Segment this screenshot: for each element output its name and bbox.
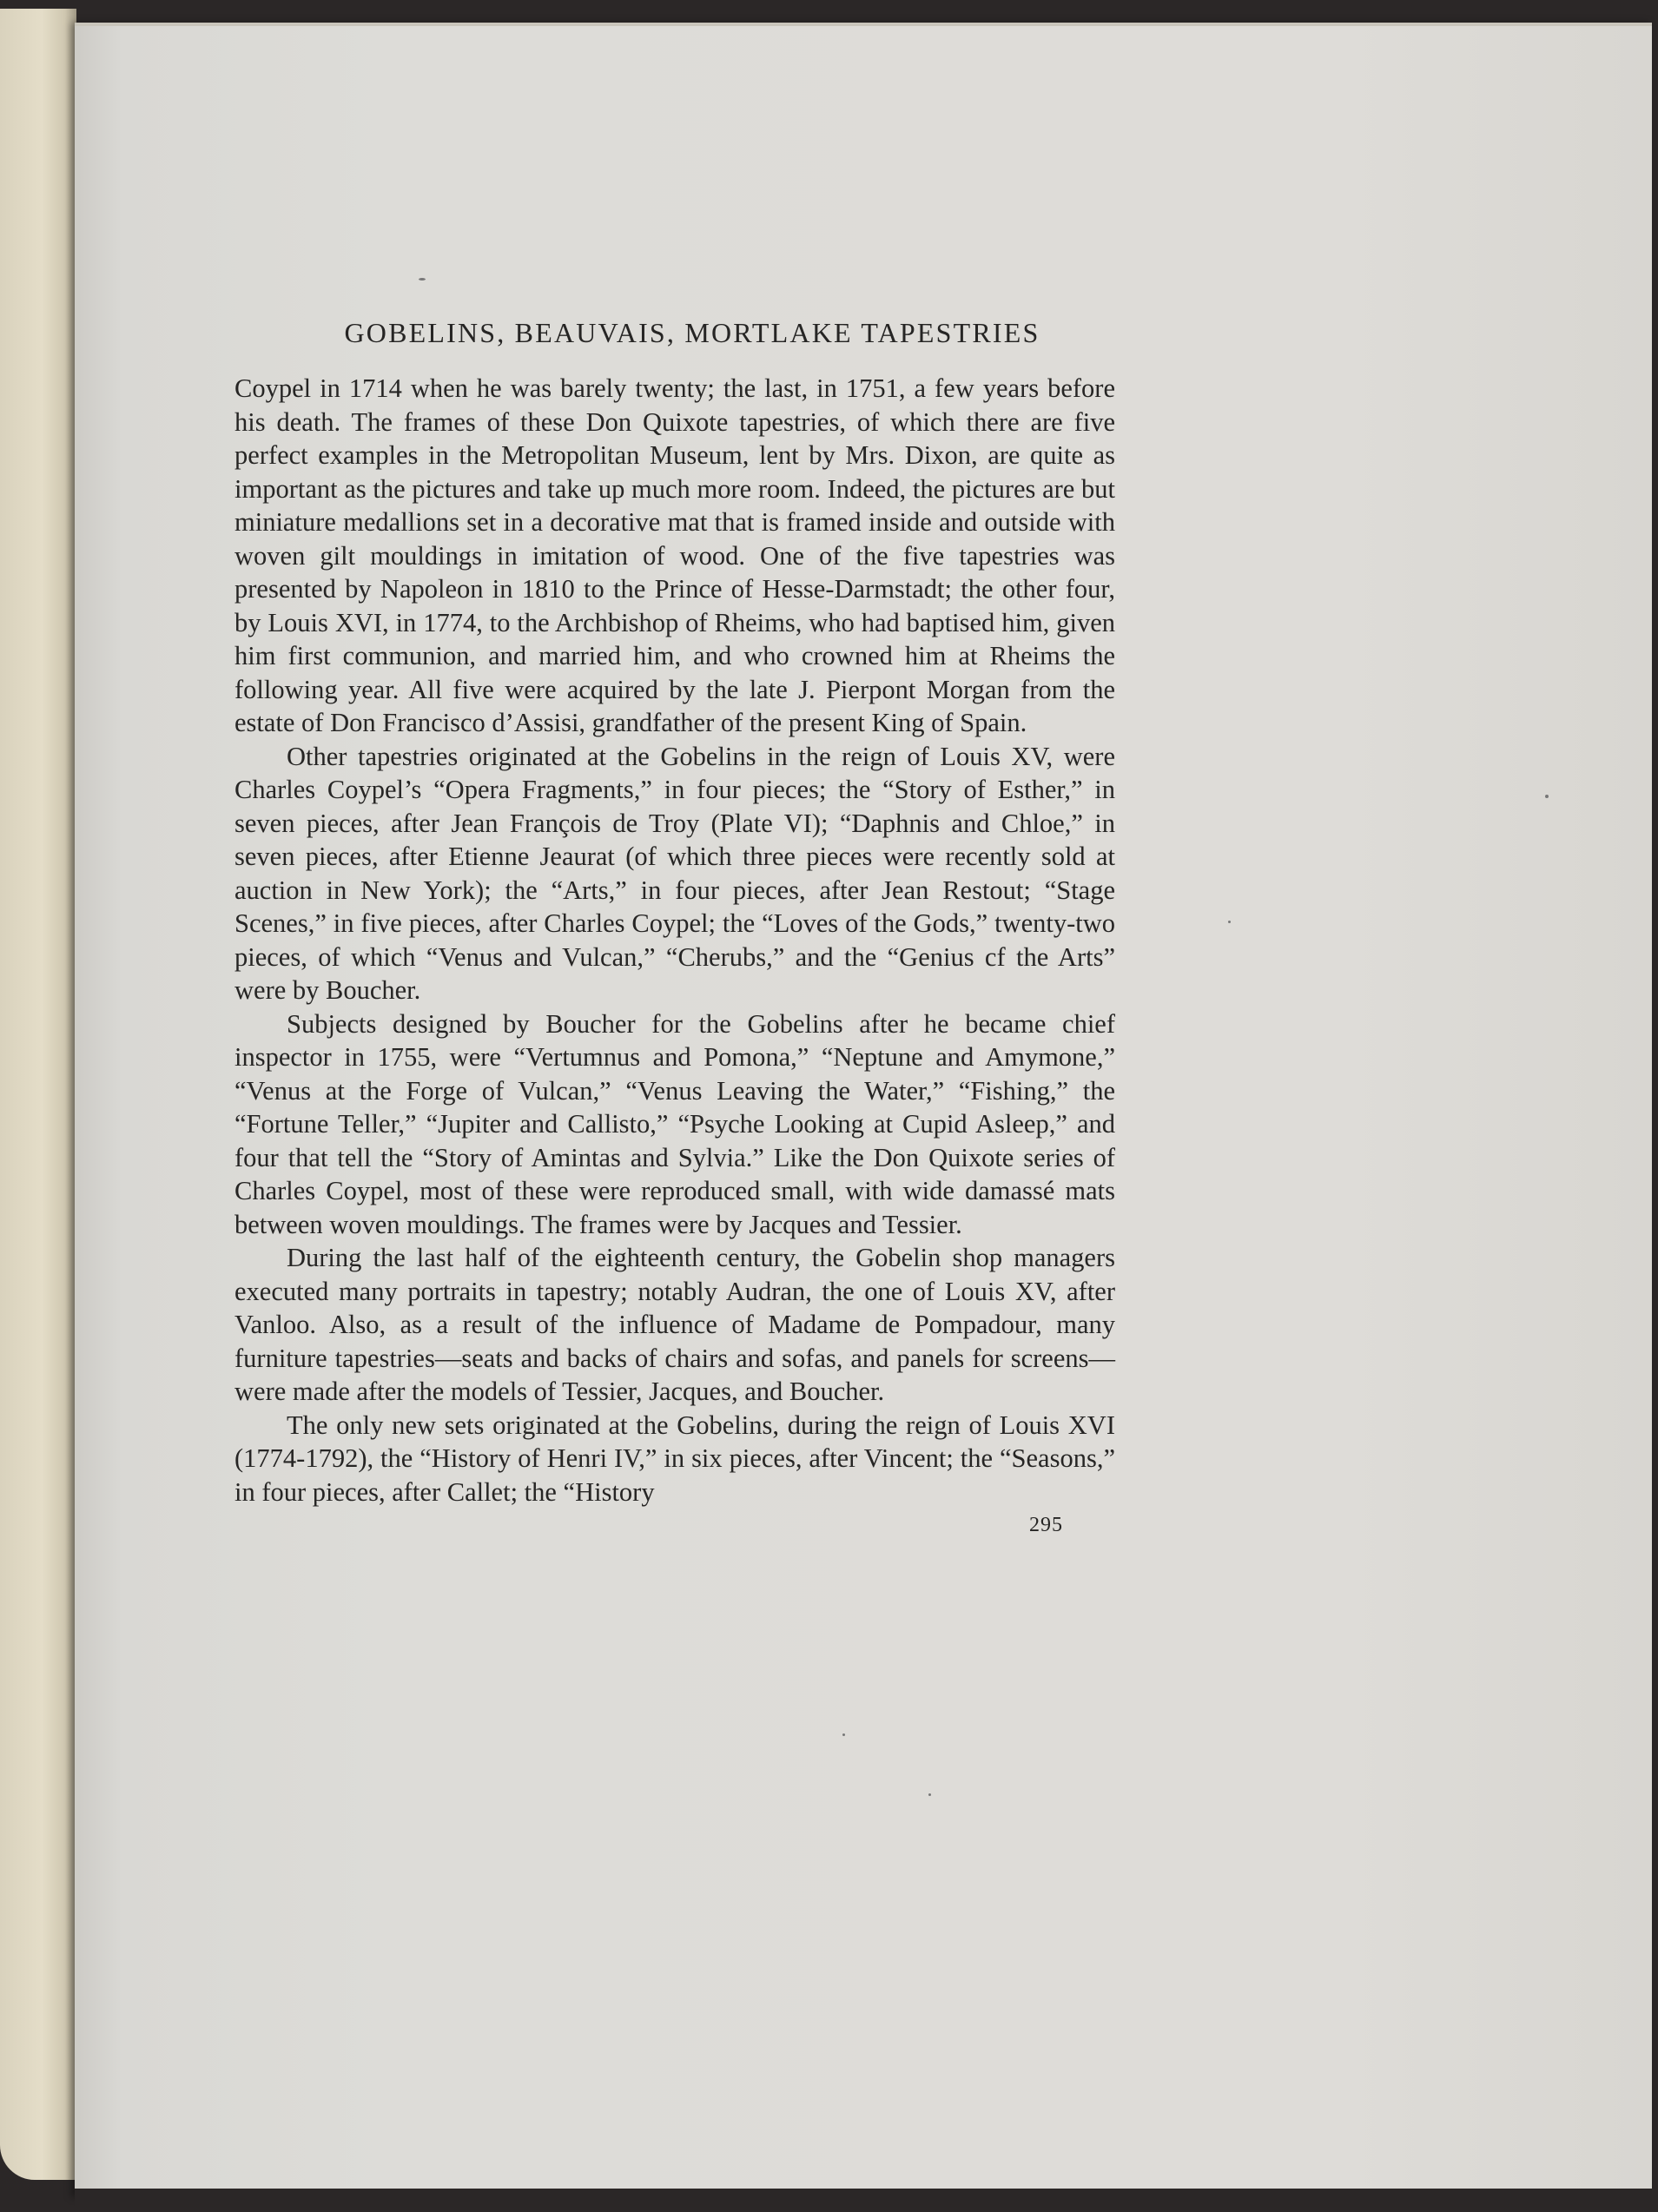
page-text-block [234, 291, 1115, 1537]
facing-page-edge [0, 9, 76, 2180]
scan-bottom-edge [75, 2189, 1658, 2212]
paper-speck [842, 1733, 845, 1736]
paragraph: Subjects designed by Boucher for the Gobelins after he became chief inspector in 1755, were “Vertumnus and Pomona,” “Neptune and Amymone,” “Venus at the Forge of Vulcan,” “Venus Leaving the Water,” “Fishing,” the “Fortune Teller,” “Jupiter and Callisto,” “Psyche Looking at Cupid Asleep,” and four that tell the “Story of Amintas and Sylvia.” Like the Don Quixote series of Charles Coypel, most of these were reproduced small, with wide damassé mats between woven mouldings. The frames were by Jacques and Tessier. [234, 1008, 1115, 1239]
paragraph: During the last half of the eighteenth century, the Gobelin shop managers executed many portraits in tapestry; notably Audran, the one of Louis XV, after Vanloo. Also, as a result of the influence of Madame de Pompadour, many furniture tapestries—seats and backs of chairs and sofas, and panels for screens—were made after the models of Tessier, Jacques, and Boucher. [234, 1243, 1115, 1406]
paper-speck [419, 278, 426, 281]
paper-speck [928, 1793, 931, 1796]
paragraph: Coypel in 1714 when he was barely twenty; the last, in 1751, a few years before his death. The frames of these Don Quixote tapestries, of which there are five perfect examples in the Metropolitan Museum, lent by Mrs. Dixon, are quite as important as the pictures and take up much more room. Indeed, the pictures are but miniature medallions set in a decorative mat that is framed inside and outside with woven gilt mouldings in imitation of wood. One of the five tapestries was presented by Napoleon in 1810 to the Prince of Hesse-Darmstadt; the other four, by Louis XVI, in 1774, to the Archbishop of Rheims, who had baptised him, given him first communion, and married him, and who crowned him at Rheims the following year. All five were acquired by the late J. Pierpont Morgan from the estate of Don Francisco d’Assisi, grandfather of the present King of Spain. [234, 373, 1115, 737]
body-text [234, 372, 1115, 1509]
paragraph: Other tapestries originated at the Gobelins in the reign of Louis XV, were Charles Coypel’s “Opera Fragments,” in four pieces; the “Story of Esther,” in seven pieces, after Jean François de Troy (Plate VI); “Daphnis and Chloe,” in seven pieces, after Etienne Jeaurat (of which three pieces were recently sold at auction in New York); the “Arts,” in four pieces, after Jean Restout; “Stage Scenes,” in five pieces, after Charles Coypel; the “Loves of the Gods,” twenty-two pieces, of which “Venus and Vulcan,” “Cherubs,” and the “Genius cf the Arts” were by Boucher. [234, 741, 1115, 1005]
page-number: 295 [1029, 1514, 1063, 1536]
paper-speck [1545, 795, 1549, 798]
paper-speck [1228, 921, 1231, 923]
running-head: GOBELINS, BEAUVAIS, MORTLAKE TAPESTRIES [344, 317, 1040, 348]
paragraph: The only new sets originated at the Gobelins, during the reign of Louis XVI (1774-1792), the “History of Henri IV,” in six pieces, after Vincent; the “Seasons,” in four pieces, after Callet; the “History [234, 1410, 1115, 1507]
